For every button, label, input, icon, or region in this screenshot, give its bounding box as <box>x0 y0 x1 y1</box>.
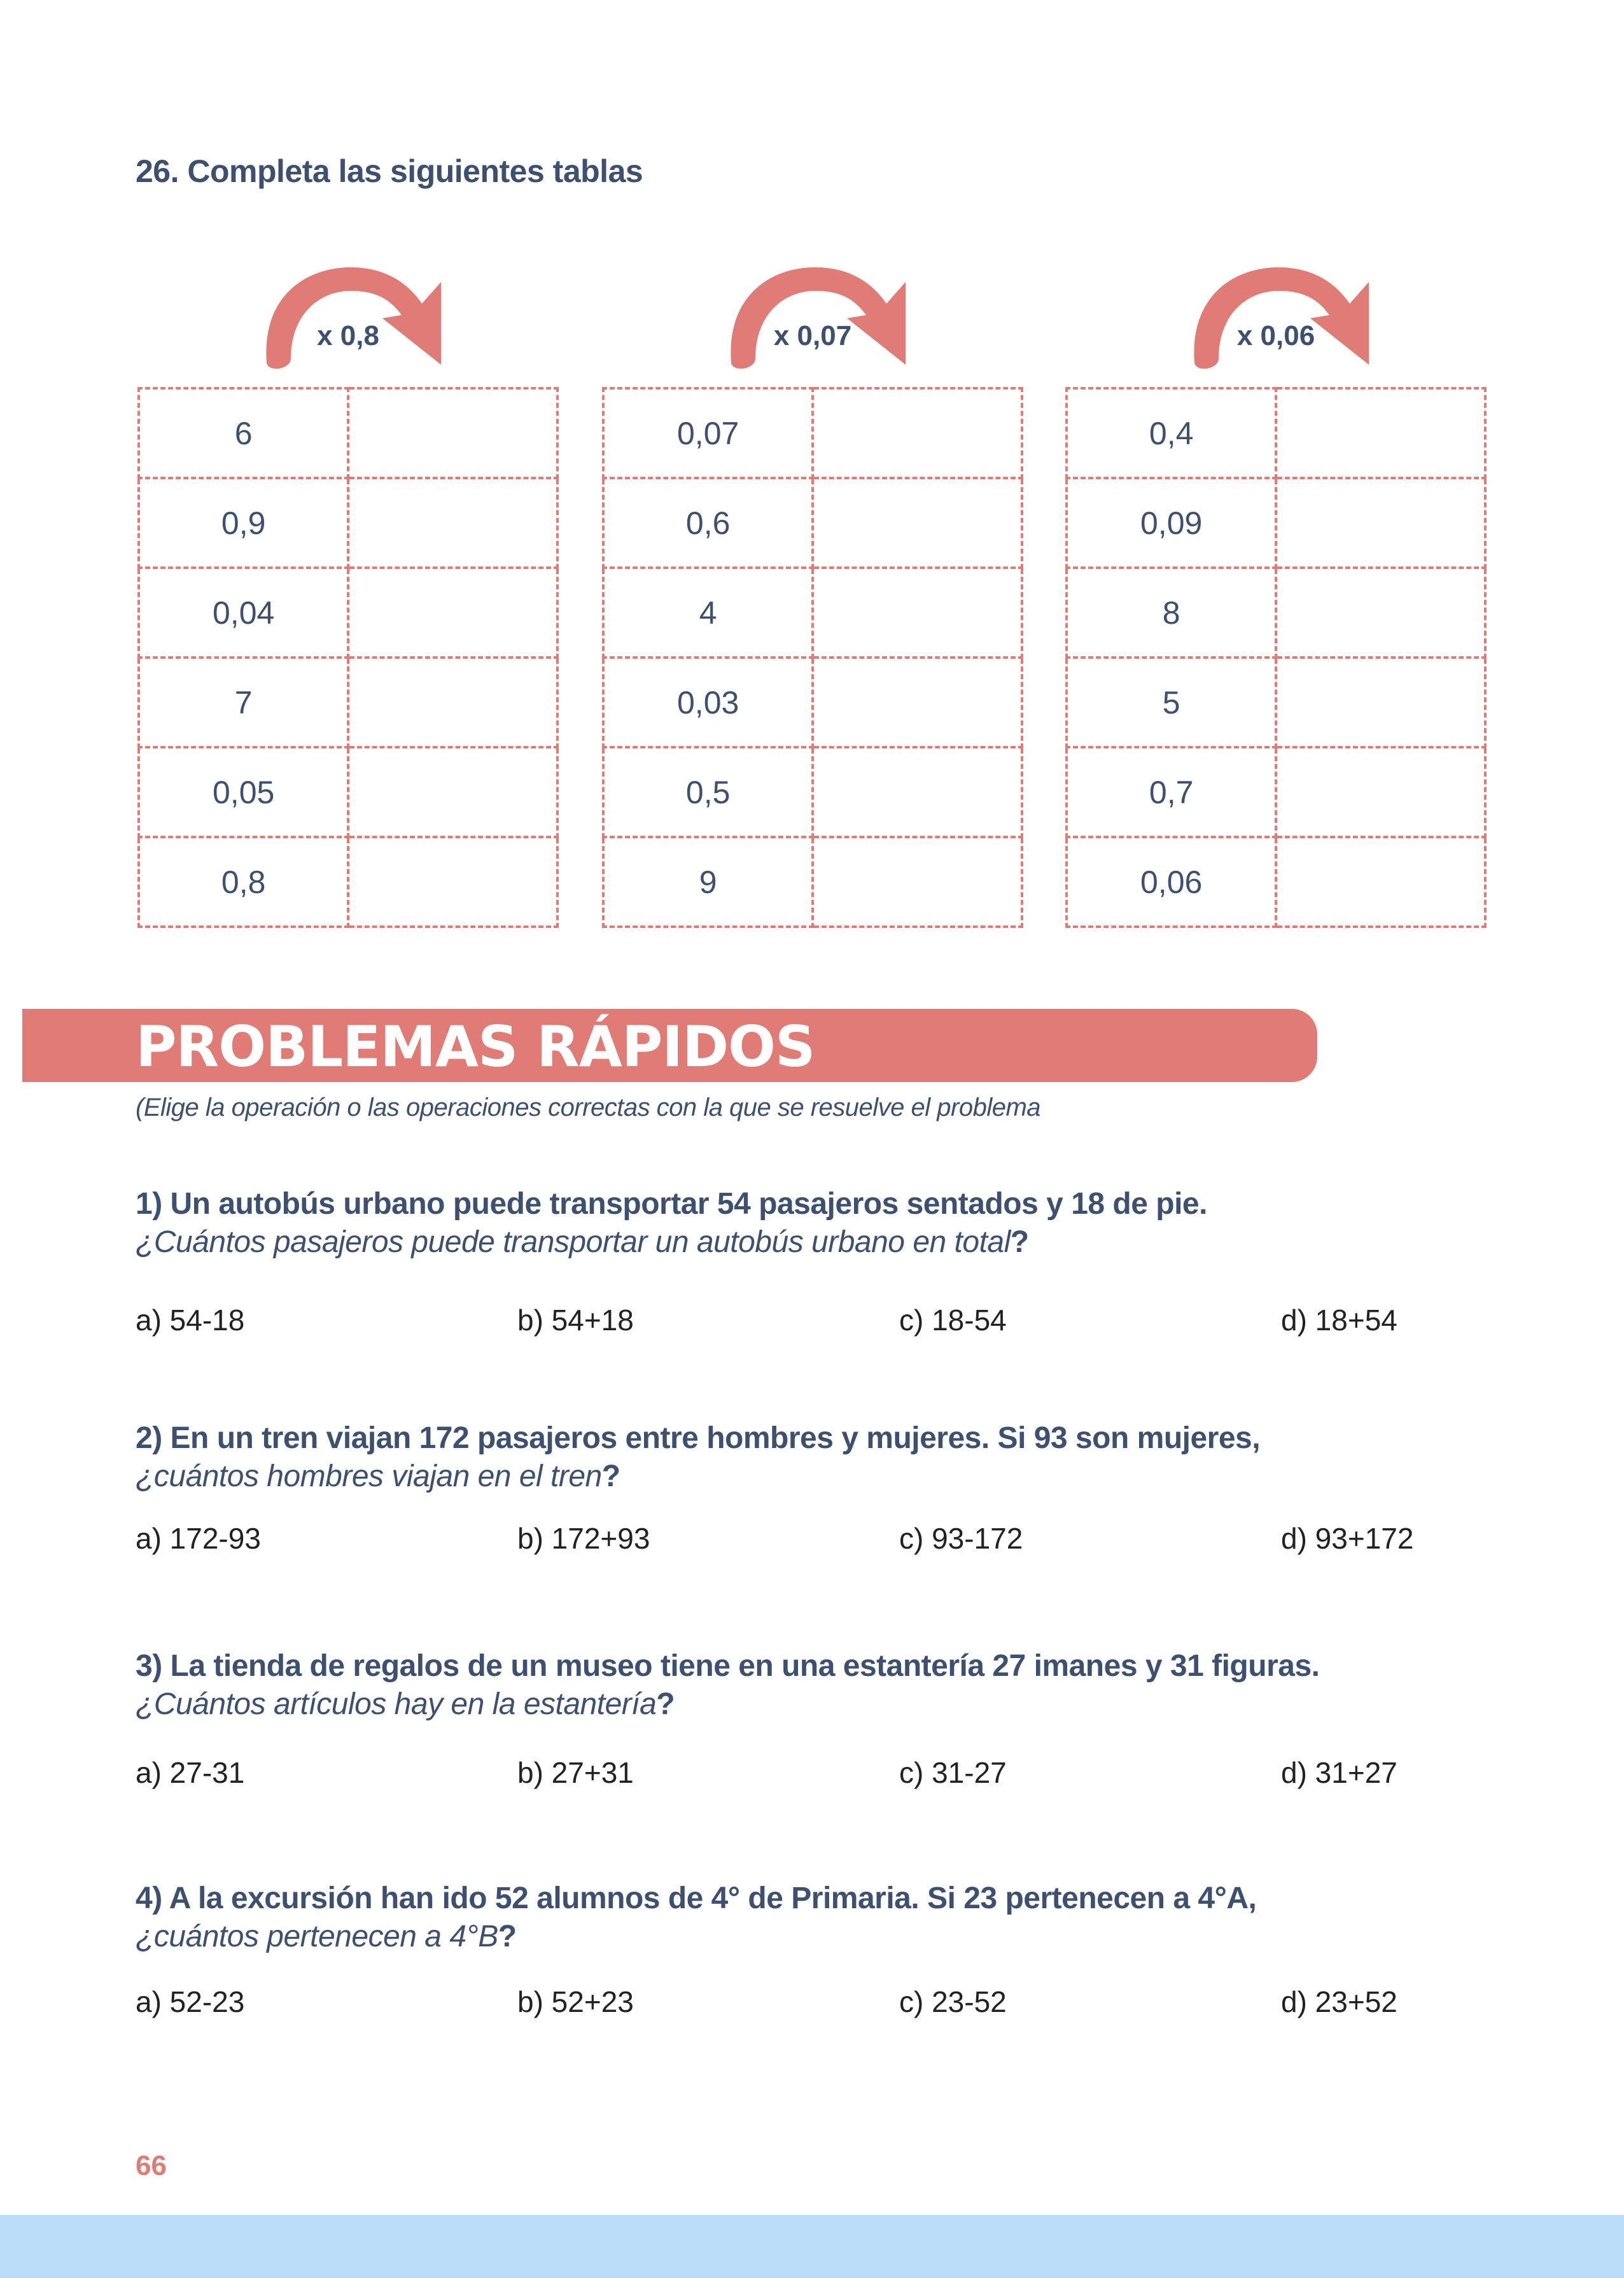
answer-cell[interactable] <box>813 747 1022 837</box>
operator-arrow-block <box>1065 251 1487 379</box>
answer-cell[interactable] <box>348 388 557 478</box>
answer-cell[interactable] <box>1276 478 1485 568</box>
option-d[interactable]: d) 18+54 <box>1281 1304 1397 1337</box>
answer-cell[interactable] <box>348 478 557 568</box>
question-mark: ? <box>498 1920 517 1953</box>
answer-cell[interactable] <box>1276 837 1485 927</box>
answer-cell[interactable] <box>348 657 557 747</box>
answer-cell[interactable] <box>813 478 1022 568</box>
input-value: 0,8 <box>139 837 348 927</box>
curved-arrow-icon <box>255 258 459 372</box>
answer-cell[interactable] <box>348 568 557 657</box>
question-mark: ? <box>601 1459 620 1493</box>
problem-statement: 1) Un autobús urbano puede transportar 54 pasajeros sentados y 18 de pie. <box>136 1187 1207 1221</box>
curved-arrow-icon <box>720 258 923 372</box>
input-value: 6 <box>139 388 348 478</box>
question-mark: ? <box>1010 1225 1029 1259</box>
input-value: 0,5 <box>603 747 813 837</box>
problem-statement: 2) En un tren viajan 172 pasajeros entre hombres y mujeres. Si 93 son mujeres, <box>136 1421 1261 1455</box>
answer-cell[interactable] <box>813 837 1022 927</box>
option-a[interactable]: a) 27-31 <box>136 1756 245 1789</box>
operator-label: x 0,07 <box>773 320 852 351</box>
answer-options <box>136 1521 1536 1559</box>
problem-question <box>136 1458 1536 1496</box>
option-c[interactable]: c) 31-27 <box>899 1756 1007 1789</box>
section-instructions: (Elige la operación o las operaciones correctas con la que se resuelve el problema <box>136 1093 1041 1121</box>
operator-label: x 0,06 <box>1236 320 1315 351</box>
option-a[interactable]: a) 52-23 <box>136 1985 245 2018</box>
input-value: 0,4 <box>1067 388 1276 478</box>
problem-question <box>136 1918 1536 1956</box>
answer-cell[interactable] <box>813 657 1022 747</box>
answer-cell[interactable] <box>813 568 1022 657</box>
multiplication-table <box>137 387 559 928</box>
option-b[interactable]: b) 27+31 <box>517 1756 634 1789</box>
question-text: ¿cuántos hombres viajan en el tren <box>136 1459 602 1493</box>
answer-options <box>136 1755 1536 1794</box>
option-a[interactable]: a) 54-18 <box>136 1304 245 1337</box>
multiplication-table <box>1065 387 1487 928</box>
input-value: 0,09 <box>1067 478 1276 568</box>
answer-cell[interactable] <box>1276 657 1485 747</box>
problem-question <box>136 1685 1536 1724</box>
answer-options <box>136 1303 1536 1341</box>
problem <box>136 1419 1536 1559</box>
operator-arrow-block <box>602 251 1023 379</box>
problem-question <box>136 1223 1536 1262</box>
option-a[interactable]: a) 172-93 <box>136 1522 261 1555</box>
answer-cell[interactable] <box>1276 388 1485 478</box>
option-d[interactable]: d) 93+172 <box>1281 1522 1414 1555</box>
problem <box>136 1880 1536 2023</box>
input-value: 7 <box>139 657 348 747</box>
problem-statement: 3) La tienda de regalos de un museo tiene en una estantería 27 imanes y 31 figuras. <box>136 1649 1320 1683</box>
page-number: 66 <box>136 2150 167 2181</box>
option-c[interactable]: c) 23-52 <box>899 1985 1007 2018</box>
problem <box>136 1647 1536 1794</box>
input-value: 0,9 <box>139 478 348 568</box>
input-value: 0,04 <box>139 568 348 657</box>
operator-arrow-block <box>137 251 559 379</box>
footer-band <box>0 2215 1624 2278</box>
problem-statement: 4) A la excursión han ido 52 alumnos de 4° de Primaria. Si 23 pertenecen a 4°A, <box>136 1881 1257 1915</box>
option-c[interactable]: c) 18-54 <box>899 1304 1007 1337</box>
input-value: 0,6 <box>603 478 813 568</box>
input-value: 9 <box>603 837 813 927</box>
question-text: ¿Cuántos pasajeros puede transportar un autobús urbano en total <box>136 1225 1011 1259</box>
option-b[interactable]: b) 54+18 <box>517 1304 634 1337</box>
option-d[interactable]: d) 31+27 <box>1281 1756 1397 1789</box>
question-text: ¿Cuántos artículos hay en la estantería <box>136 1687 657 1721</box>
section-title: PROBLEMAS RÁPIDOS <box>136 1014 815 1079</box>
option-d[interactable]: d) 23+52 <box>1281 1985 1397 2018</box>
answer-cell[interactable] <box>348 747 557 837</box>
input-value: 0,07 <box>603 388 813 478</box>
answer-cell[interactable] <box>1276 747 1485 837</box>
input-value: 4 <box>603 568 813 657</box>
input-value: 5 <box>1067 657 1276 747</box>
answer-cell[interactable] <box>348 837 557 927</box>
question-text: ¿cuántos pertenecen a 4°B <box>136 1920 498 1953</box>
input-value: 0,05 <box>139 747 348 837</box>
section-banner <box>22 1009 1317 1082</box>
input-value: 0,03 <box>603 657 813 747</box>
answer-cell[interactable] <box>813 388 1022 478</box>
question-mark: ? <box>656 1687 675 1721</box>
answer-cell[interactable] <box>1276 568 1485 657</box>
option-b[interactable]: b) 172+93 <box>517 1522 650 1555</box>
option-c[interactable]: c) 93-172 <box>899 1522 1023 1555</box>
answer-options <box>136 1985 1536 2023</box>
operator-label: x 0,8 <box>317 320 379 351</box>
curved-arrow-icon <box>1183 258 1387 372</box>
input-value: 0,7 <box>1067 747 1276 837</box>
input-value: 0,06 <box>1067 837 1276 927</box>
input-value: 8 <box>1067 568 1276 657</box>
multiplication-table <box>602 387 1023 928</box>
exercise-title: 26. Completa las siguientes tablas <box>136 153 643 189</box>
option-b[interactable]: b) 52+23 <box>517 1985 634 2018</box>
problem <box>136 1185 1536 1341</box>
